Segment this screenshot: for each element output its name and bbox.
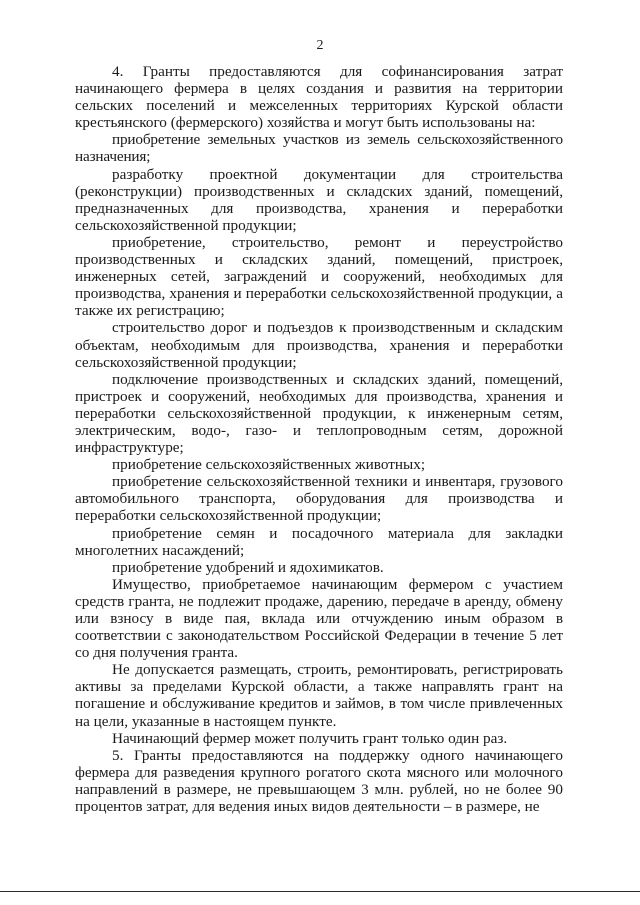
paragraph-property-restrictions: Имущество, приобретаемое начинающим фермером с участием средств гранта, не подлежит продаже, дарению, передаче в аренду, обмену или взносу в виде пая, вклада или отчуждению иным образом в соответствии с законодательством Российской Федерации в течение 5 лет со дня получения гранта. [75, 575, 563, 662]
page-number: 2 [316, 38, 324, 53]
paragraph-utility-connections: подключение производственных и складских зданий, помещений, пристроек и сооружений, необходимых для производства, хранения и переработки сельскохозяйственной продукции, к инженерным сетям, электрическим, водо-, газо- и теплопроводным сетям, дорожной инфраструктуре; [75, 370, 563, 457]
paragraph-animals: приобретение сельскохозяйственных животных; [112, 456, 426, 474]
paragraph-single-grant: Начинающий фермер может получить грант только один раз. [112, 729, 508, 747]
paragraph-grant-amounts: 5. Гранты предоставляются на поддержку одного начинающего фермера для разведения крупного рогатого скота мясного или молочного направлений в размере, не превышающем 3 млн. рублей, но не более 90 процентов затрат, для ведения иных видов деятельности – в размере, не [75, 746, 563, 816]
paragraph-roads: строительство дорог и подъездов к производственным и складским объектам, необходимым для производства, хранения и переработки сельскохозяйственной продукции; [75, 319, 563, 371]
paragraph-land-purchase: приобретение земельных участков из земель сельскохозяйственного назначения; [75, 131, 563, 166]
paragraph-equipment: приобретение сельскохозяйственной техники и инвентаря, грузового автомобильного транспорта, оборудования для производства и переработки сельскохозяйственной продукции; [75, 473, 563, 525]
paragraph-grant-purposes-intro: 4. Гранты предоставляются для софинансирования затрат начинающего фермера в целях создания и развития на территории сельских поселений и межселенных территориях Курской области крестьянского (фермерского) хозяйства и могут быть использованы на: [75, 63, 563, 132]
paragraph-seeds: приобретение семян и посадочного материала для закладки многолетних насаждений; [75, 524, 563, 559]
paragraph-fertilizers: приобретение удобрений и ядохимикатов. [112, 558, 384, 576]
document-body [75, 63, 563, 815]
page-bottom-divider [0, 891, 640, 892]
paragraph-prohibitions: Не допускается размещать, строить, ремонтировать, регистрировать активы за пределами Курской области, а также направлять грант на погашение и обслуживание кредитов и займов, в том числе привлеченных на цели, указанные в настоящем пункте. [75, 661, 563, 730]
paragraph-design-documentation: разработку проектной документации для строительства (реконструкции) производственных и складских зданий, помещений, предназначенных для производства, хранения и переработки сельскохозяйственной продукции; [75, 165, 563, 234]
paragraph-construction-repair: приобретение, строительство, ремонт и переустройство производственных и складских зданий, помещений, пристроек, инженерных сетей, заграждений и сооружений, необходимых для производства, хранения и переработки сельскохозяйственной продукции, а также их регистрацию; [75, 233, 563, 320]
